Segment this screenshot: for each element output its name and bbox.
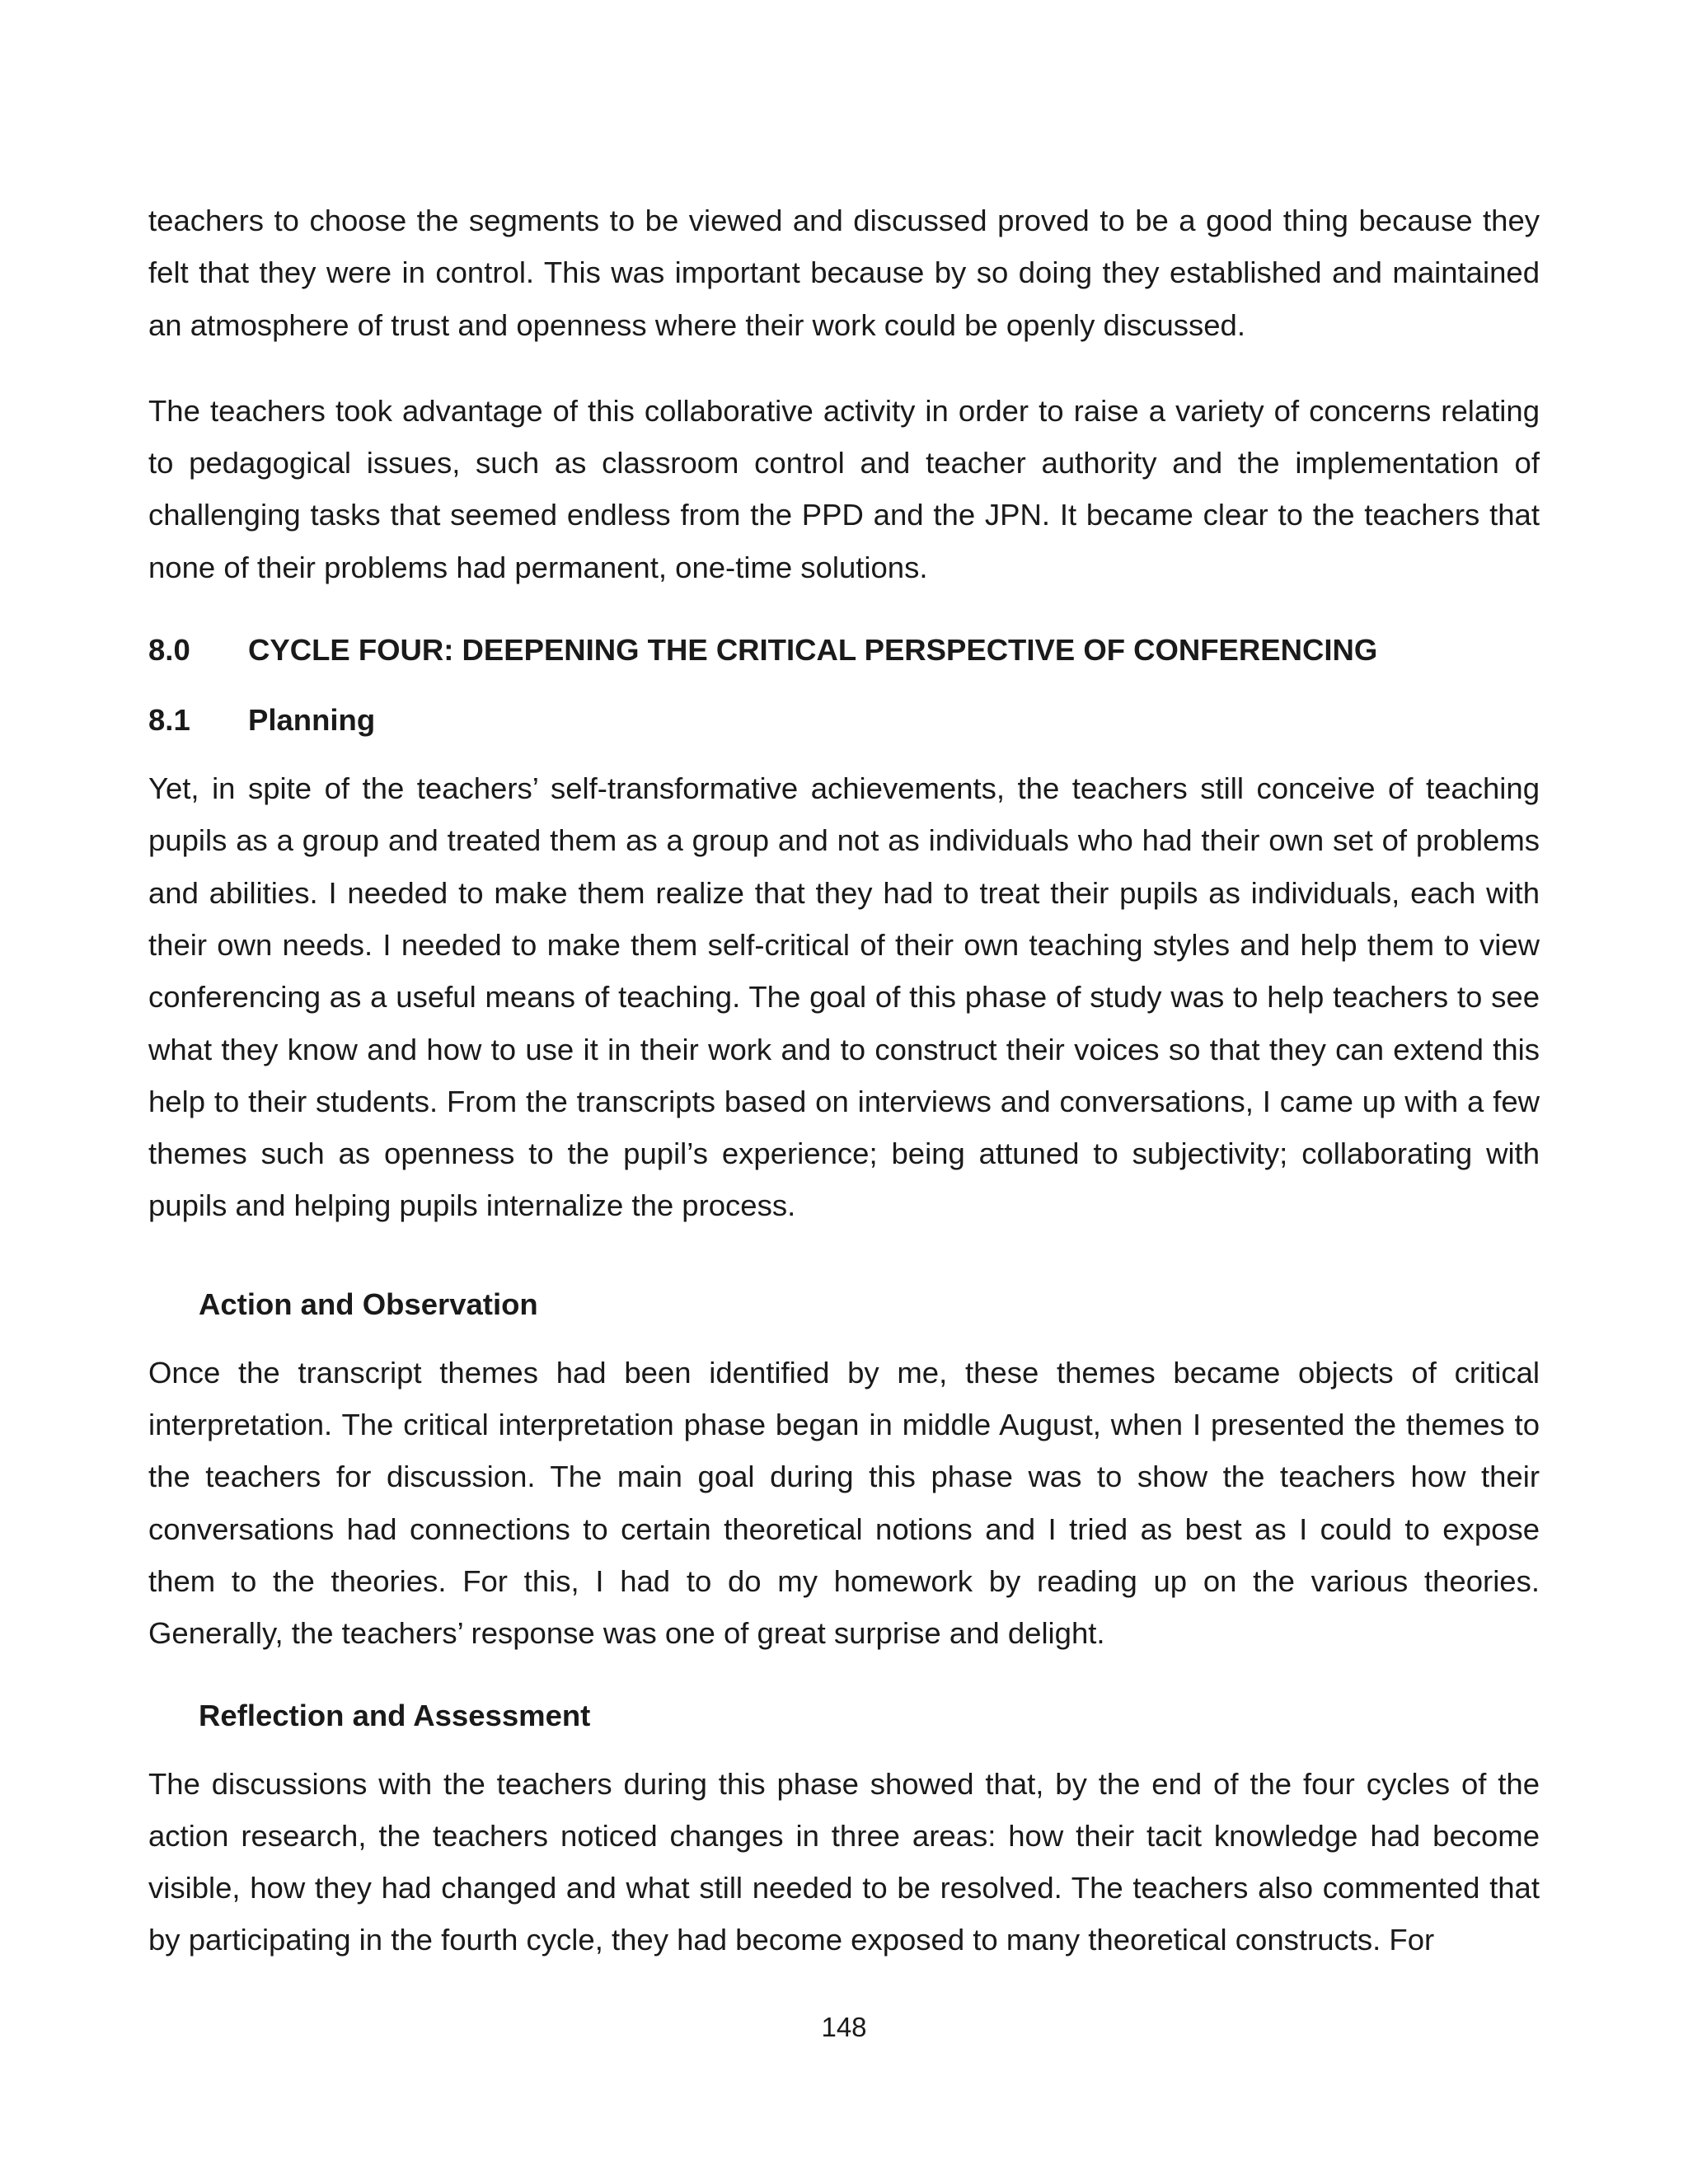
subheading-action-observation: Action and Observation: [199, 1286, 538, 1321]
page-number: 148: [821, 2012, 867, 2042]
section-number-8-0: 8.0: [148, 633, 190, 668]
paragraph-action-observation: Once the transcript themes had been identified by me, these themes became objects of critical interpretation. The critical interpretation phase began in middle August, when I presented the themes to the teachers for discussion. The main goal during this phase was to show the teachers how their conversations had connections to certain theoretical notions and I tried as best as I could to expose them to the theories. For this, I had to do my homework by reading up on the various theories. Generally, the teachers’ response was one of great surprise and delight.: [148, 1355, 1540, 1651]
paragraph-concerns: The teachers took advantage of this collaborative activity in order to raise a variety of concerns relating to pedagogical issues, such as classroom control and teacher authority and the implementation of challenging tasks that seemed endless from the PPD and the JPN. It became clear to the teachers that none of their problems had permanent, one-time solutions.: [148, 393, 1540, 584]
paragraph-reflection-assessment: The discussions with the teachers during this phase showed that, by the end of the four cycles of the action research, the teachers noticed changes in three areas: how their tacit knowledge had become visible, how they had changed and what still needed to be resolved. The teachers also commented that by participating in the fourth cycle, they had become exposed to many theoretical constructs. For: [148, 1766, 1540, 1957]
section-heading-8-1: [148, 702, 1540, 738]
paragraph-planning: Yet, in spite of the teachers’ self-transformative achievements, the teachers still conceive of teaching pupils as a group and treated them as a group and not as individuals who had their own set of problems and abilities. I needed to make them realize that they had to treat their pupils as individuals, each with their own needs. I needed to make them self-critical of their own teaching styles and help them to view conferencing as a useful means of teaching. The goal of this phase of study was to help teachers to see what they know and how to use it in their work and to construct their voices so that they can extend this help to their students. From the transcripts based on interviews and conversations, I came up with a few themes such as openness to the pupil’s experience; being attuned to subjectivity; collaborating with pupils and helping pupils internalize the process.: [148, 771, 1540, 1223]
subheading-reflection-assessment: Reflection and Assessment: [199, 1698, 591, 1732]
section-heading-8-0: [148, 632, 1540, 668]
section-number-8-1: 8.1: [148, 703, 190, 738]
section-title-8-0: CYCLE FOUR: DEEPENING THE CRITICAL PERSPECTIVE OF CONFERENCING: [248, 633, 1378, 668]
section-title-8-1: Planning: [248, 703, 376, 738]
page-body: [148, 194, 1540, 1966]
paragraph-intro-continuation: teachers to choose the segments to be viewed and discussed proved to be a good thing because they felt that they were in control. This was important because by so doing they established and maintained an atmosphere of trust and openness where their work could be openly discussed.: [148, 204, 1540, 342]
